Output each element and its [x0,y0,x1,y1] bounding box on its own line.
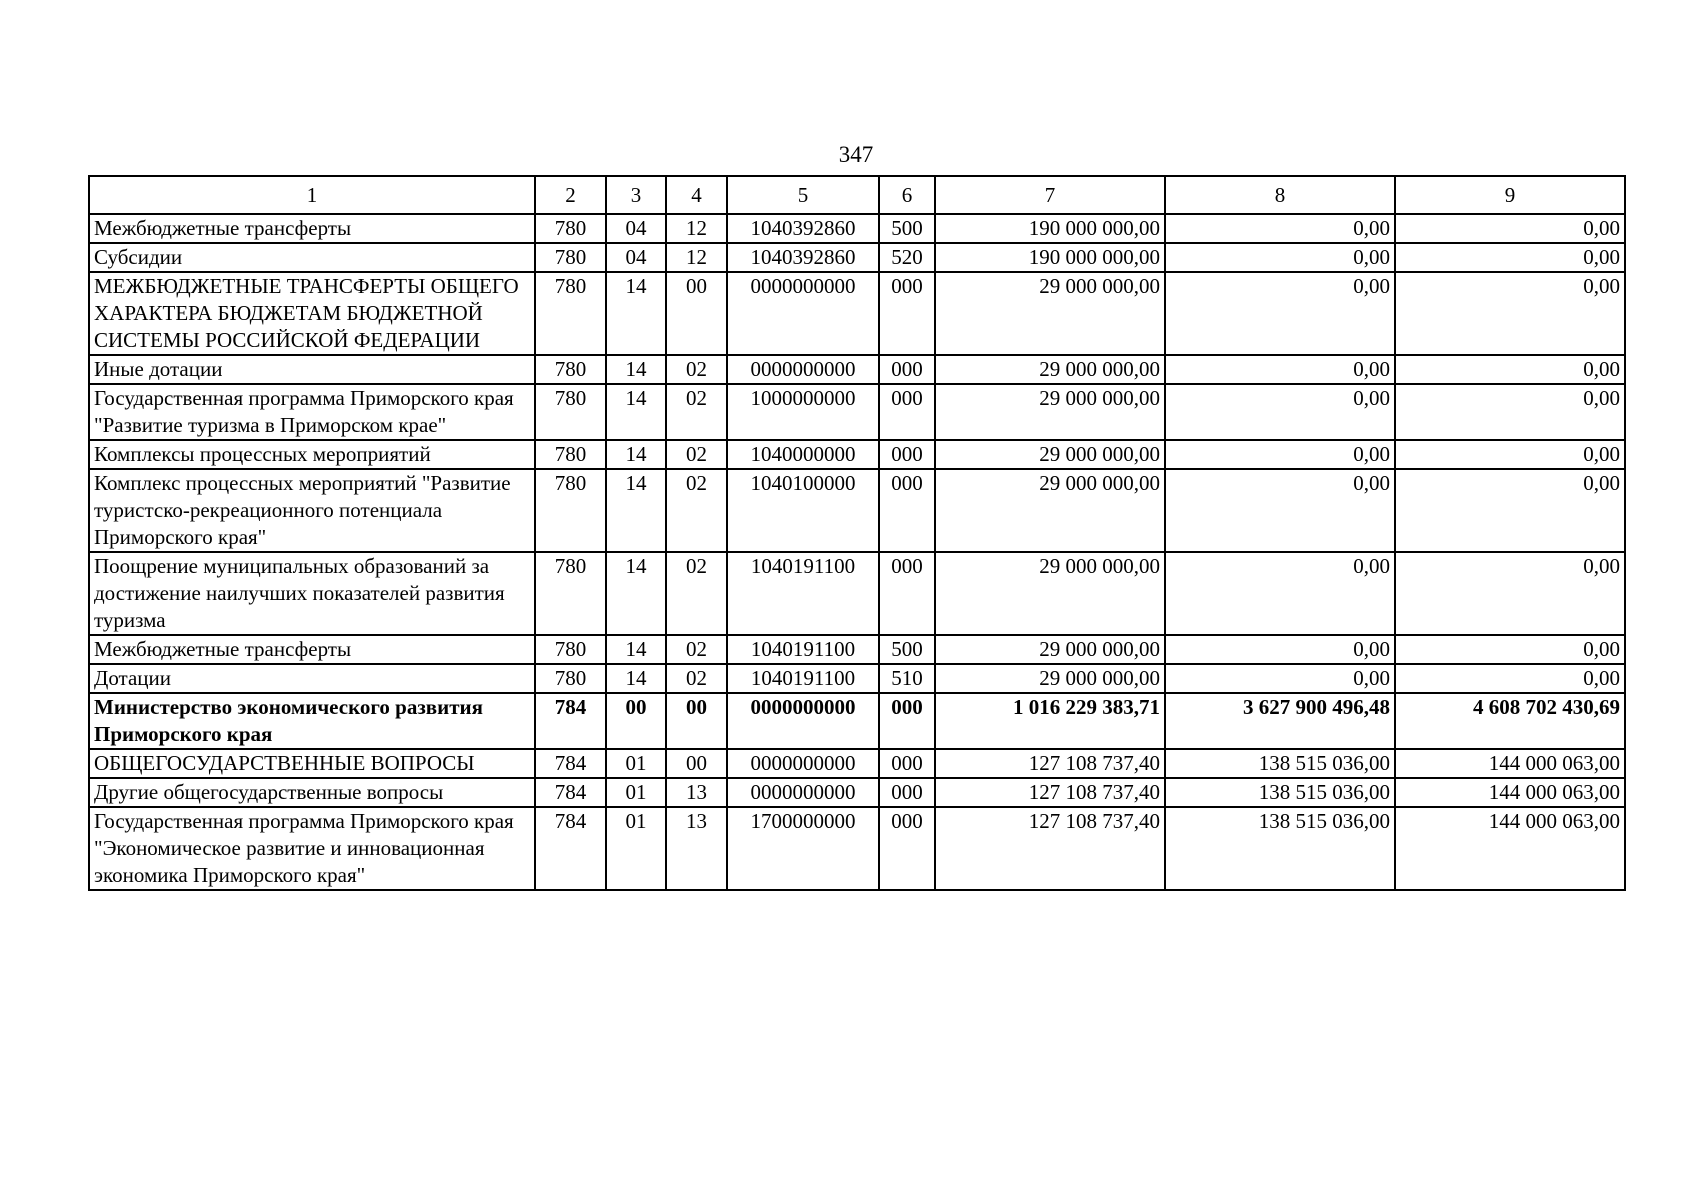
row-name-cell: ОБЩЕГОСУДАРСТВЕННЫЕ ВОПРОСЫ [89,749,535,778]
code-rz-cell: 14 [606,635,666,664]
amount-col9-cell: 0,00 [1395,635,1625,664]
code-vr-cell: 000 [879,807,935,890]
row-name-cell: Другие общегосударственные вопросы [89,778,535,807]
code-csr-cell: 1040000000 [727,440,879,469]
code-pr-cell: 12 [666,243,727,272]
row-name-cell: МЕЖБЮДЖЕТНЫЕ ТРАНСФЕРТЫ ОБЩЕГО ХАРАКТЕРА БЮДЖЕТАМ БЮДЖЕТНОЙ СИСТЕМЫ РОССИЙСКОЙ ФЕДЕРАЦИИ [89,272,535,355]
table-row [89,469,1625,552]
amount-col9-cell: 144 000 063,00 [1395,807,1625,890]
amount-col8-cell: 0,00 [1165,355,1395,384]
code-gr-cell: 784 [535,749,606,778]
code-csr-cell: 1040100000 [727,469,879,552]
code-rz-cell: 00 [606,693,666,749]
amount-col9-cell: 0,00 [1395,214,1625,243]
code-rz-cell: 14 [606,384,666,440]
table-row [89,384,1625,440]
amount-col8-cell: 0,00 [1165,243,1395,272]
code-vr-cell: 000 [879,384,935,440]
code-rz-cell: 14 [606,552,666,635]
amount-col8-cell: 0,00 [1165,272,1395,355]
code-vr-cell: 510 [879,664,935,693]
header-cell: 9 [1395,176,1625,214]
code-gr-cell: 780 [535,664,606,693]
row-name-cell: Межбюджетные трансферты [89,635,535,664]
amount-col8-cell: 0,00 [1165,552,1395,635]
code-gr-cell: 784 [535,807,606,890]
code-vr-cell: 500 [879,214,935,243]
code-pr-cell: 02 [666,635,727,664]
code-pr-cell: 02 [666,440,727,469]
table-row [89,440,1625,469]
code-csr-cell: 0000000000 [727,355,879,384]
row-name-cell: Государственная программа Приморского края "Развитие туризма в Приморском крае" [89,384,535,440]
amount-col9-cell: 144 000 063,00 [1395,749,1625,778]
code-gr-cell: 780 [535,272,606,355]
code-csr-cell: 1040191100 [727,664,879,693]
table-row [89,272,1625,355]
code-csr-cell: 1000000000 [727,384,879,440]
code-gr-cell: 780 [535,440,606,469]
amount-col9-cell: 4 608 702 430,69 [1395,693,1625,749]
code-vr-cell: 000 [879,693,935,749]
code-csr-cell: 1040392860 [727,243,879,272]
amount-col7-cell: 127 108 737,40 [935,807,1165,890]
code-gr-cell: 780 [535,635,606,664]
code-pr-cell: 00 [666,272,727,355]
code-csr-cell: 1040191100 [727,552,879,635]
amount-col7-cell: 29 000 000,00 [935,440,1165,469]
table-row [89,749,1625,778]
amount-col7-cell: 29 000 000,00 [935,552,1165,635]
code-rz-cell: 01 [606,749,666,778]
row-name-cell: Министерство экономического развития Приморского края [89,693,535,749]
code-csr-cell: 1040191100 [727,635,879,664]
amount-col9-cell: 0,00 [1395,272,1625,355]
amount-col8-cell: 0,00 [1165,440,1395,469]
code-pr-cell: 02 [666,355,727,384]
amount-col8-cell: 0,00 [1165,469,1395,552]
row-name-cell: Поощрение муниципальных образований за достижение наилучших показателей развития туризма [89,552,535,635]
amount-col8-cell: 3 627 900 496,48 [1165,693,1395,749]
code-vr-cell: 000 [879,440,935,469]
table-row [89,552,1625,635]
header-cell: 4 [666,176,727,214]
amount-col9-cell: 0,00 [1395,469,1625,552]
code-csr-cell: 0000000000 [727,693,879,749]
header-cell: 1 [89,176,535,214]
row-name-cell: Дотации [89,664,535,693]
amount-col7-cell: 29 000 000,00 [935,664,1165,693]
amount-col7-cell: 127 108 737,40 [935,749,1165,778]
amount-col8-cell: 138 515 036,00 [1165,778,1395,807]
amount-col8-cell: 138 515 036,00 [1165,807,1395,890]
amount-col7-cell: 127 108 737,40 [935,778,1165,807]
amount-col8-cell: 0,00 [1165,664,1395,693]
header-row [89,176,1625,214]
code-gr-cell: 780 [535,214,606,243]
amount-col8-cell: 0,00 [1165,384,1395,440]
table-row [89,807,1625,890]
amount-col7-cell: 29 000 000,00 [935,635,1165,664]
header-cell: 3 [606,176,666,214]
code-rz-cell: 14 [606,272,666,355]
table-row [89,355,1625,384]
amount-col7-cell: 29 000 000,00 [935,469,1165,552]
code-csr-cell: 0000000000 [727,749,879,778]
code-vr-cell: 000 [879,469,935,552]
row-name-cell: Комплекс процессных мероприятий "Развитие туристско-рекреационного потенциала Приморского края" [89,469,535,552]
code-vr-cell: 000 [879,355,935,384]
amount-col8-cell: 0,00 [1165,635,1395,664]
table-row [89,243,1625,272]
code-vr-cell: 000 [879,272,935,355]
amount-col8-cell: 0,00 [1165,214,1395,243]
amount-col9-cell: 0,00 [1395,243,1625,272]
code-rz-cell: 14 [606,440,666,469]
code-gr-cell: 780 [535,355,606,384]
header-cell: 6 [879,176,935,214]
amount-col7-cell: 29 000 000,00 [935,272,1165,355]
budget-table [88,175,1626,891]
code-pr-cell: 00 [666,693,727,749]
code-vr-cell: 000 [879,778,935,807]
code-gr-cell: 780 [535,552,606,635]
code-pr-cell: 13 [666,778,727,807]
code-pr-cell: 02 [666,469,727,552]
amount-col7-cell: 29 000 000,00 [935,355,1165,384]
amount-col9-cell: 0,00 [1395,355,1625,384]
amount-col9-cell: 144 000 063,00 [1395,778,1625,807]
code-csr-cell: 0000000000 [727,778,879,807]
code-gr-cell: 780 [535,243,606,272]
header-cell: 7 [935,176,1165,214]
code-csr-cell: 0000000000 [727,272,879,355]
row-name-cell: Межбюджетные трансферты [89,214,535,243]
row-name-cell: Субсидии [89,243,535,272]
amount-col7-cell: 29 000 000,00 [935,384,1165,440]
code-vr-cell: 520 [879,243,935,272]
code-pr-cell: 02 [666,552,727,635]
code-rz-cell: 01 [606,778,666,807]
code-vr-cell: 500 [879,635,935,664]
code-pr-cell: 12 [666,214,727,243]
code-gr-cell: 780 [535,384,606,440]
code-pr-cell: 00 [666,749,727,778]
amount-col7-cell: 190 000 000,00 [935,214,1165,243]
header-cell: 5 [727,176,879,214]
page-number: 347 [838,142,874,167]
amount-col8-cell: 138 515 036,00 [1165,749,1395,778]
code-rz-cell: 04 [606,243,666,272]
code-csr-cell: 1700000000 [727,807,879,890]
code-gr-cell: 784 [535,693,606,749]
table-row [89,664,1625,693]
row-name-cell: Комплексы процессных мероприятий [89,440,535,469]
amount-col7-cell: 190 000 000,00 [935,243,1165,272]
table-row [89,693,1625,749]
code-pr-cell: 02 [666,384,727,440]
table-row [89,635,1625,664]
amount-col9-cell: 0,00 [1395,552,1625,635]
code-gr-cell: 780 [535,469,606,552]
amount-col9-cell: 0,00 [1395,440,1625,469]
code-vr-cell: 000 [879,552,935,635]
code-rz-cell: 04 [606,214,666,243]
table-body [89,214,1625,890]
code-csr-cell: 1040392860 [727,214,879,243]
row-name-cell: Иные дотации [89,355,535,384]
amount-col9-cell: 0,00 [1395,384,1625,440]
header-cell: 2 [535,176,606,214]
code-vr-cell: 000 [879,749,935,778]
amount-col9-cell: 0,00 [1395,664,1625,693]
header-cell: 8 [1165,176,1395,214]
row-name-cell: Государственная программа Приморского края "Экономическое развитие и инновационная экономика Приморского края" [89,807,535,890]
table-row [89,214,1625,243]
code-pr-cell: 02 [666,664,727,693]
code-rz-cell: 14 [606,355,666,384]
code-rz-cell: 14 [606,469,666,552]
code-gr-cell: 784 [535,778,606,807]
code-pr-cell: 13 [666,807,727,890]
code-rz-cell: 01 [606,807,666,890]
code-rz-cell: 14 [606,664,666,693]
table-row [89,778,1625,807]
amount-col7-cell: 1 016 229 383,71 [935,693,1165,749]
